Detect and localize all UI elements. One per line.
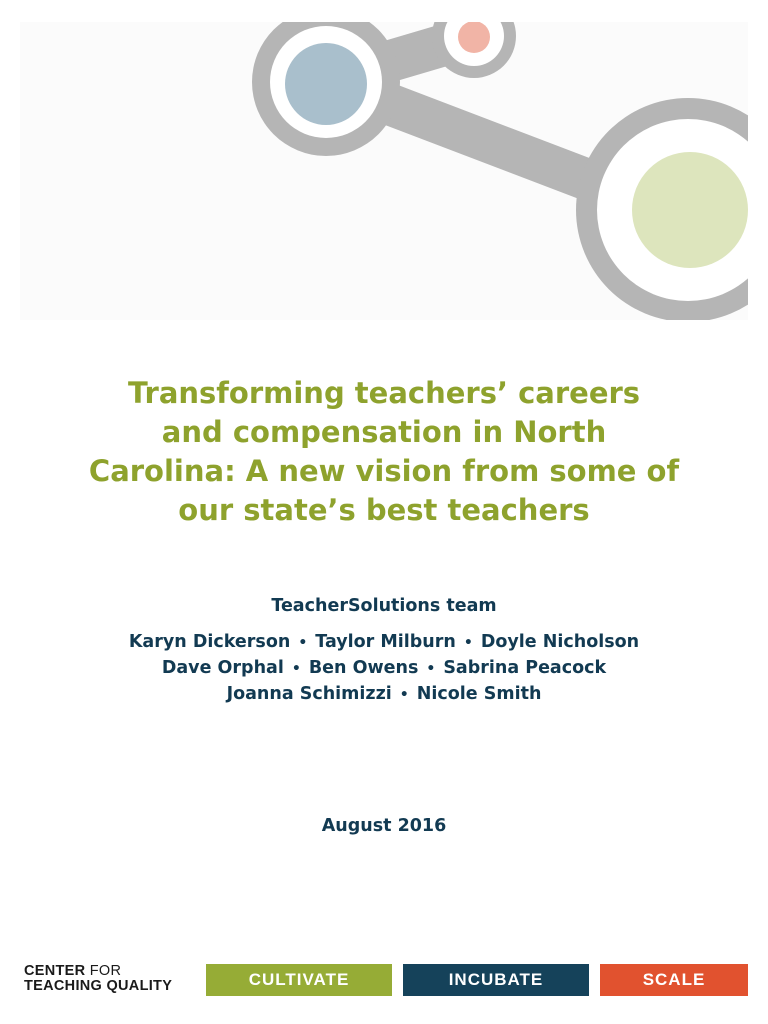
circle-pink <box>458 22 490 53</box>
author-name: Joanna Schimizzi <box>226 684 392 704</box>
author-list <box>0 630 768 708</box>
bullet-separator: • <box>399 687 409 703</box>
tagline-cultivate: CULTIVATE <box>206 964 392 996</box>
bullet-separator: • <box>291 661 301 677</box>
logo-word-for: FOR <box>89 963 122 979</box>
title-line: Carolina: A new vision from some of <box>88 454 680 488</box>
publication-date: August 2016 <box>321 816 447 836</box>
tagline-incubate: INCUBATE <box>403 964 589 996</box>
author-name: Taylor Milburn <box>315 632 456 652</box>
author-line <box>0 656 768 682</box>
molecule-graphic <box>20 22 748 320</box>
hero-illustration <box>20 22 748 320</box>
author-name: Karyn Dickerson <box>128 632 291 652</box>
footer-bar <box>20 962 748 998</box>
author-name: Sabrina Peacock <box>443 658 607 678</box>
bullet-separator: • <box>298 635 308 651</box>
title-line: our state’s best teachers <box>178 493 590 527</box>
circle-blue <box>285 43 367 125</box>
org-logo <box>24 964 194 994</box>
author-name: Dave Orphal <box>161 658 284 678</box>
logo-line-1 <box>24 964 194 979</box>
tagline-scale: SCALE <box>600 964 748 996</box>
team-label: TeacherSolutions team <box>271 596 497 616</box>
logo-line-2: TEACHING QUALITY <box>24 978 173 994</box>
bullet-separator: • <box>463 635 473 651</box>
author-name: Ben Owens <box>308 658 419 678</box>
author-line <box>0 682 768 708</box>
report-title <box>60 374 708 530</box>
logo-word-center: CENTER <box>24 963 86 979</box>
circle-green <box>632 152 748 268</box>
title-line: Transforming teachers’ careers <box>127 376 641 410</box>
author-name: Doyle Nicholson <box>480 632 640 652</box>
title-line: and compensation in North <box>161 415 607 449</box>
bullet-separator: • <box>426 661 436 677</box>
author-line <box>0 630 768 656</box>
author-name: Nicole Smith <box>416 684 542 704</box>
